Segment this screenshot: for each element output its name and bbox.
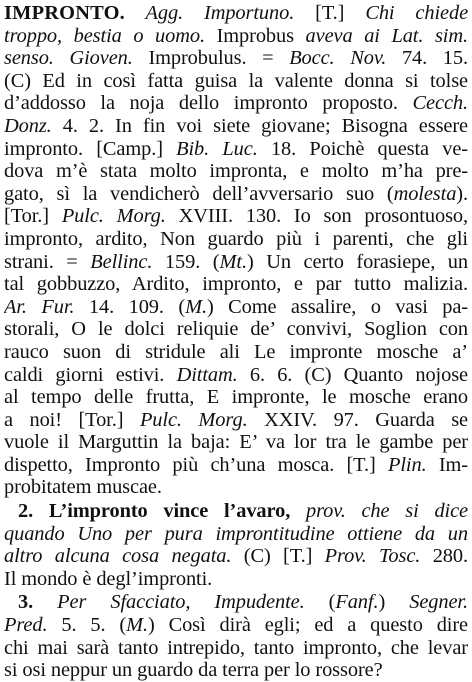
text-line — [4, 296, 468, 319]
text-run: si osi neppur un guardo da terra per lo rossore? — [4, 659, 383, 682]
text-run: Cecch. — [412, 92, 468, 115]
text-run: caldi giorni estivi. — [4, 363, 177, 386]
text-line — [4, 2, 468, 25]
text-run: prov. che si dice — [305, 500, 468, 523]
text-line — [4, 138, 468, 161]
entry-impronto — [4, 2, 468, 499]
text-line — [4, 205, 468, 228]
text-line — [4, 92, 468, 115]
text-run: probitatem muscae. — [4, 476, 162, 499]
text-run: d’addosso la noja dello impronto proposto. — [4, 92, 413, 115]
text-run: chi mai sarà tanto intrepido, tanto impronto, che levar — [4, 636, 468, 659]
text-run: Fanf. — [335, 591, 379, 614]
text-run: 18. Poichè questa ve- — [270, 137, 468, 160]
text-run: gato, sì la vendicherò dell’avversario suo ( — [4, 182, 394, 205]
text-run: Per Sfacciato, Impudente. — [57, 591, 329, 614]
text-run: al tempo delle frutta, E impronte, le mosche erano — [4, 386, 468, 409]
text-run: rauco suon di stridule ali Le impronte mosche a’ — [4, 340, 468, 363]
text-run: ) Un certo forasiepe, un — [246, 250, 468, 273]
text-run: Plin. — [387, 453, 439, 476]
text-run: 280. — [432, 545, 468, 568]
text-run: aveva ai Lat. sim. — [305, 24, 468, 47]
text-run: ) — [378, 591, 410, 614]
text-line — [4, 364, 468, 387]
text-line — [4, 545, 468, 568]
text-line — [4, 318, 468, 341]
text-run: storali, O le dolci reliquie de’ convivi, Soglion con — [4, 318, 468, 341]
text-run: M. — [185, 295, 207, 318]
text-line — [4, 523, 468, 546]
text-run: [Tor.] — [4, 205, 62, 228]
text-run: (C) Ed in così fatta guisa la valente donna si tolse — [4, 69, 468, 92]
text-run: Pred. — [4, 614, 62, 637]
text-line — [4, 183, 468, 206]
text-run: ) Così dirà egli; ed a questo dire — [147, 614, 468, 637]
text-run: impronto, ardito, Non guardo più i parenti, che gli — [4, 227, 468, 250]
text-run: troppo, bestia o uomo. — [4, 24, 217, 47]
text-run: [T.] — [315, 2, 366, 24]
text-run: 14. 109. ( — [88, 295, 186, 318]
text-run: quando Uno per pura improntitudine ottiene da un — [4, 522, 468, 545]
text-run: 4. 2. In fin voi siete giovane; Bisogna essere — [62, 114, 468, 137]
text-line — [4, 228, 468, 251]
text-run: (C) [T.] — [243, 545, 325, 568]
sense-number: 2. — [18, 500, 49, 523]
text-run: 159. ( — [164, 250, 220, 273]
text-run: Bocc. Nov. — [289, 47, 402, 70]
text-run: Pulc. Morg. — [139, 408, 265, 431]
text-run: strani. = — [4, 250, 91, 273]
text-run: 5. 5. ( — [61, 614, 127, 637]
text-run: Chi chiede — [365, 2, 468, 24]
text-line — [4, 568, 468, 591]
text-run: Agg. Importuno. — [124, 2, 316, 24]
text-run: impronto. [Camp.] — [4, 137, 177, 160]
text-run: Pulc. Morg. — [61, 205, 179, 228]
text-run: senso. Gioven. — [4, 47, 149, 70]
text-run: Improbulus. = — [148, 47, 290, 70]
text-line — [4, 115, 468, 138]
text-line — [4, 251, 468, 274]
text-run: Ar. Fur. — [4, 295, 89, 318]
text-run: L’impronto vince l’avaro, — [48, 500, 306, 523]
text-line — [4, 659, 468, 682]
text-run: Bib. Luc. — [176, 137, 271, 160]
text-run: Donz. — [4, 114, 63, 137]
text-line — [4, 500, 468, 523]
text-run: Segner. — [409, 591, 468, 614]
text-line — [4, 386, 468, 409]
text-run: tal gobbuzzo, Ardito, impronto, e par tutto malizia. — [4, 273, 468, 296]
text-run: Im- — [438, 453, 468, 476]
text-run: Improbus — [216, 24, 306, 47]
text-run: Prov. Tosc. — [324, 545, 433, 568]
text-run: XVIII. 130. Io son prosontuoso, — [178, 205, 468, 228]
sense-number: 3. — [18, 591, 58, 614]
text-line — [4, 70, 468, 93]
text-line — [4, 409, 468, 432]
text-line — [4, 614, 468, 637]
text-line — [4, 25, 468, 48]
text-run: 74. 15. — [401, 47, 468, 70]
text-run: molesta — [393, 182, 457, 205]
text-run: Bellinc. — [90, 250, 165, 273]
headword: IMPRONTO. — [4, 2, 125, 24]
text-run: Dittam. — [176, 363, 250, 386]
text-line — [4, 591, 468, 614]
text-line — [4, 47, 468, 70]
text-run: a noi! [Tor.] — [4, 408, 140, 431]
text-run: 6. 6. (C) Quanto nojose — [249, 363, 468, 386]
sense-3-sfacciato — [4, 591, 468, 681]
text-run: M. — [126, 614, 148, 637]
text-line — [4, 160, 468, 183]
text-line — [4, 454, 468, 477]
text-run: dispetto, Impronto più ch’una mosca. [T.] — [4, 453, 388, 476]
text-line — [4, 431, 468, 454]
text-line — [4, 341, 468, 364]
text-run: Il mondo è degl’impronti. — [4, 567, 213, 590]
text-run: ) Come assalire, o vasi pa- — [206, 295, 468, 318]
text-run: vuole il Marguttin la baja: E’ va lor tra le gambe per — [4, 431, 468, 454]
sense-2-impronto-vince-avaro — [4, 500, 468, 590]
text-line — [4, 637, 468, 660]
text-line — [4, 476, 468, 499]
text-run: altro alcuna cosa negata. — [4, 545, 244, 568]
text-run: ). — [456, 182, 468, 205]
text-run: dova m’è stata molto impronta, e molto m’ha pre- — [4, 160, 468, 183]
text-run: ( — [328, 591, 336, 614]
text-run: XXIV. 97. Guarda se — [264, 408, 468, 431]
text-line — [4, 273, 468, 296]
text-run: Mt. — [219, 250, 247, 273]
